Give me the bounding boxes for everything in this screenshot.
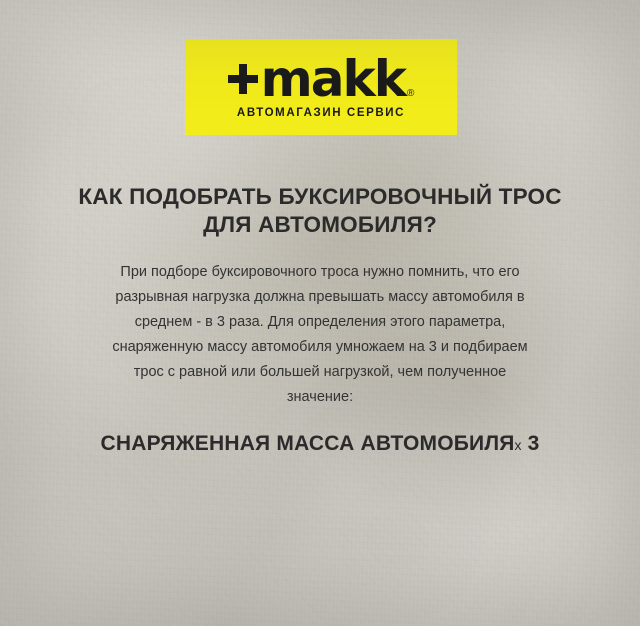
plus-cross-icon: [228, 64, 258, 94]
formula-multiplier-symbol: x: [514, 437, 522, 453]
registered-mark: ®: [406, 88, 415, 99]
formula-multiplier-value: 3: [527, 432, 540, 455]
body-line-2: разрывная нагрузка должна превышать массу автомобиля в: [115, 288, 525, 305]
formula: [40, 432, 600, 456]
body-copy: [60, 260, 580, 410]
brand-tagline: АВТОМАГАЗИН СЕРВИС: [236, 107, 406, 119]
headline: [40, 183, 600, 239]
body-line-4: снаряженную массу автомобиля умножаем на 3 и подбираем: [112, 338, 528, 355]
body-line-3: среднем - в 3 раза. Для определения этого параметра,: [134, 313, 506, 330]
body-line-1: При подборе буксировочного троса нужно помнить, что его: [120, 264, 520, 280]
brand-name: makk: [260, 50, 405, 108]
brand-logo: [185, 39, 457, 135]
headline-line-1: КАК ПОДОБРАТЬ БУКСИРОВОЧНЫЙ ТРОС: [78, 184, 562, 209]
body-line-6: значение:: [286, 388, 354, 405]
headline-line-2: ДЛЯ АВТОМОБИЛЯ?: [203, 211, 437, 237]
formula-text: СНАРЯЖЕННАЯ МАССА АВТОМОБИЛЯ: [100, 432, 515, 455]
body-line-5: трос с равной или большей нагрузкой, чем полученное: [133, 363, 507, 380]
brand-logo-row: [185, 50, 457, 108]
